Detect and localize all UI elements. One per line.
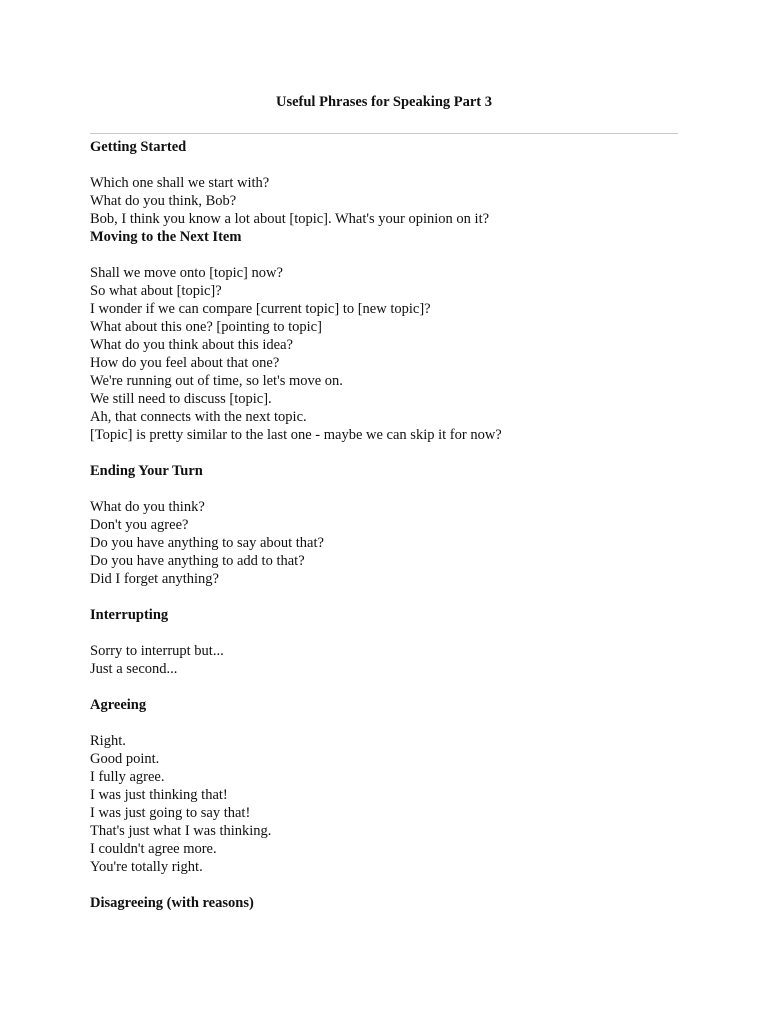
phrase-line: What about this one? [pointing to topic] — [90, 319, 322, 335]
section-heading-agreeing: Agreeing — [90, 697, 147, 713]
phrase-line: Don't you agree? — [90, 517, 189, 533]
phrase-line: I was just going to say that! — [90, 805, 251, 821]
phrase-line: I couldn't agree more. — [90, 841, 217, 857]
phrase-line: Ah, that connects with the next topic. — [90, 409, 307, 425]
phrase-line: Do you have anything to say about that? — [90, 535, 324, 551]
phrase-line: Right. — [90, 733, 126, 749]
phrase-line: Did I forget anything? — [90, 571, 219, 587]
section-heading-interrupting: Interrupting — [90, 607, 169, 623]
phrase-line: We're running out of time, so let's move on. — [90, 373, 343, 389]
section-heading-getting-started: Getting Started — [90, 139, 187, 155]
section-heading-disagreeing: Disagreeing (with reasons) — [90, 895, 254, 911]
spacer — [90, 678, 690, 696]
title-divider — [90, 133, 678, 134]
phrase-line: Shall we move onto [topic] now? — [90, 265, 283, 281]
spacer — [90, 714, 690, 732]
phrase-line: Which one shall we start with? — [90, 175, 270, 191]
phrase-line: Good point. — [90, 751, 160, 767]
phrase-line: Do you have anything to add to that? — [90, 553, 305, 569]
document-title: Useful Phrases for Speaking Part 3 — [275, 94, 493, 110]
phrase-line: We still need to discuss [topic]. — [90, 391, 272, 407]
spacer — [90, 246, 690, 264]
phrase-line: I wonder if we can compare [current topic] to [new topic]? — [90, 301, 431, 317]
phrase-line: Sorry to interrupt but... — [90, 643, 224, 659]
section-heading-ending-your-turn: Ending Your Turn — [90, 463, 203, 479]
phrase-line: What do you think, Bob? — [90, 193, 237, 209]
phrase-line: So what about [topic]? — [90, 283, 222, 299]
document-body — [90, 138, 690, 912]
section-heading-moving-to-next-item: Moving to the Next Item — [90, 229, 242, 245]
spacer — [90, 876, 690, 894]
phrase-line: What do you think about this idea? — [90, 337, 293, 353]
phrase-line: Just a second... — [90, 661, 178, 677]
phrase-line: I was just thinking that! — [90, 787, 228, 803]
phrase-line: Bob, I think you know a lot about [topic]. What's your opinion on it? — [90, 211, 490, 227]
phrase-line: [Topic] is pretty similar to the last one - maybe we can skip it for now? — [90, 427, 502, 443]
spacer — [90, 156, 690, 174]
phrase-line: How do you feel about that one? — [90, 355, 280, 371]
spacer — [90, 624, 690, 642]
phrase-line: You're totally right. — [90, 859, 203, 875]
spacer — [90, 480, 690, 498]
phrase-line: That's just what I was thinking. — [90, 823, 272, 839]
phrase-line: I fully agree. — [90, 769, 165, 785]
phrase-line: What do you think? — [90, 499, 205, 515]
spacer — [90, 588, 690, 606]
spacer — [90, 444, 690, 462]
